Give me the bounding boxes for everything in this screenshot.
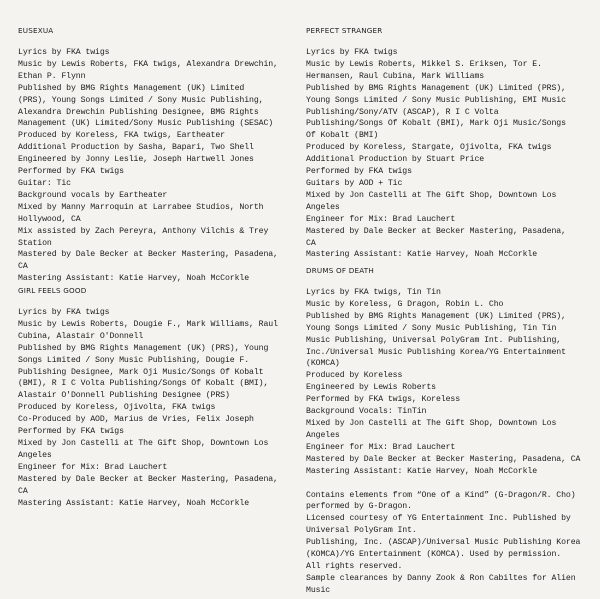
credit-line: Publishing Designee, Mark Oji Music/Songs Of Kobalt bbox=[18, 367, 264, 377]
credit-line: Publishing/Songs Of Kobalt (BMI), Mark Oji Music/Songs bbox=[306, 119, 566, 129]
song-credits-eusexua bbox=[18, 26, 304, 285]
credit-line: Publishing/Sony/ATV (ASCAP), R I C Volta bbox=[306, 107, 499, 117]
credit-line: Hollywood, CA bbox=[18, 214, 81, 224]
song-title: DRUMS OF DEATH bbox=[306, 266, 374, 275]
credit-list bbox=[306, 47, 592, 261]
credit-line: Produced by Koreless, Ojivolta, FKA twigs bbox=[18, 403, 216, 413]
credit-line: Angeles bbox=[306, 430, 340, 440]
credit-line: Hermansen, Raul Cubina, Mark Williams bbox=[306, 71, 485, 81]
credit-line: Mix assisted by Zach Pereyra, Anthony Vilchis & Trey bbox=[18, 226, 269, 236]
credit-line: Performed by FKA twigs bbox=[18, 167, 124, 177]
song-title: PERFECT STRANGER bbox=[306, 26, 383, 35]
credit-line: Mixed by Jon Castelli at The Gift Shop, Downtown Los bbox=[18, 438, 269, 448]
credit-line: Angeles bbox=[18, 450, 52, 460]
credit-line: Produced by Koreless, Stargate, Ojivolta, FKA twigs bbox=[306, 143, 552, 153]
credit-line: Published by BMG Rights Management (UK) Limited (PRS), bbox=[306, 311, 566, 321]
credit-line: Published by BMG Rights Management (UK) (PRS), Young bbox=[18, 343, 269, 353]
credit-list bbox=[18, 307, 304, 509]
credit-line: Background vocals by Eartheater bbox=[18, 190, 168, 200]
credit-line: Songs Limited / Sony Music Publishing, Dougie F. bbox=[18, 355, 250, 365]
credit-line: Young Songs Limited / Sony Music Publishing, EMI Music bbox=[306, 95, 566, 105]
sample-clearance-note bbox=[306, 490, 592, 597]
credit-line: Mastering Assistant: Katie Harvey, Noah McCorkle bbox=[18, 498, 250, 508]
credit-line: Angeles bbox=[306, 202, 340, 212]
credit-line: Additional Production by Stuart Price bbox=[306, 155, 485, 165]
credit-list bbox=[18, 47, 304, 285]
credit-line: Mastering Assistant: Katie Harvey, Noah McCorkle bbox=[18, 274, 250, 284]
credit-line: Produced by Koreless, FKA twigs, Eartheater bbox=[18, 131, 225, 141]
credit-line: Additional Production by Sasha, Bapari, Two Shell bbox=[18, 143, 254, 153]
credit-line: Lyrics by FKA twigs bbox=[18, 308, 110, 317]
credit-line: Licensed courtesy of YG Entertainment Inc. Published by bbox=[306, 514, 571, 524]
credit-line: Alastair O'Donnell Publishing Designee (PRS) bbox=[18, 391, 230, 401]
credit-line: Young Songs Limited / Sony Music Publishing, Tin Tin bbox=[306, 323, 557, 333]
song-title: GIRL FEELS GOOD bbox=[18, 286, 87, 295]
credit-line: Published by BMG Rights Management (UK) Limited (PRS), bbox=[306, 83, 566, 93]
song-credits-girl-feels-good bbox=[18, 286, 304, 509]
credit-line: Engineer for Mix: Brad Lauchert bbox=[18, 462, 168, 472]
credit-line: Mixed by Manny Marroquin at Larrabee Studios, North bbox=[18, 202, 264, 212]
credit-line: performed by G-Dragon. bbox=[306, 502, 412, 512]
song-title: EUSEXUA bbox=[18, 26, 54, 35]
credit-line: Of Kobalt (BMI) bbox=[306, 131, 379, 141]
credit-line: Mastered by Dale Becker at Becker Mastering, Pasadena, bbox=[306, 226, 566, 236]
credit-line: Station bbox=[18, 238, 52, 248]
credit-line: Universal PolyGram Int. bbox=[306, 526, 417, 536]
credit-line: (KOMCA)/YG Entertainment (KOMCA). Used by permission. bbox=[306, 550, 562, 560]
credit-line: All rights reserved. bbox=[306, 561, 403, 571]
credit-line: CA bbox=[18, 486, 28, 496]
song-credits-drums-of-death bbox=[306, 266, 592, 597]
credit-line: Mixed by Jon Castelli at The Gift Shop, Downtown Los bbox=[306, 190, 557, 200]
credit-line: Background Vocals: TinTin bbox=[306, 407, 427, 417]
credit-line: CA bbox=[18, 262, 28, 272]
credit-line: Guitars by AOD + Tic bbox=[306, 178, 403, 188]
credit-line: Music by Lewis Roberts, Dougie F., Mark Williams, Raul bbox=[18, 319, 278, 329]
credit-line: Cubina, Alastair O'Donnell bbox=[18, 331, 144, 341]
credit-line: Mastered by Dale Becker at Becker Mastering, Pasadena, bbox=[18, 474, 278, 484]
credit-line: Engineer for Mix: Brad Lauchert bbox=[306, 214, 456, 224]
credit-line: Music bbox=[306, 585, 331, 595]
credit-line: Music Publishing, Universal PolyGram Int. Publishing, bbox=[306, 335, 562, 345]
credit-line: Alexandra Drewchin Publishing Designee, BMG Rights bbox=[18, 107, 259, 117]
credit-line: CA bbox=[306, 238, 316, 248]
credit-line: Mixed by Jon Castelli at The Gift Shop, Downtown Los bbox=[306, 418, 557, 428]
credit-line: Mastering Assistant: Katie Harvey, Noah McCorkle bbox=[306, 250, 538, 260]
credit-list bbox=[306, 287, 592, 478]
credit-line: Sample clearances by Danny Zook & Ron Cabiltes for Alien bbox=[306, 573, 576, 583]
credit-line: Engineered by Jonny Leslie, Joseph Hartwell Jones bbox=[18, 155, 254, 165]
credit-line: Music by Lewis Roberts, FKA twigs, Alexandra Drewchin, bbox=[18, 59, 278, 69]
credit-line: Music by Lewis Roberts, Mikkel S. Eriksen, Tor E. bbox=[306, 59, 542, 69]
credit-line: Mastered by Dale Becker at Becker Mastering, Pasadena, bbox=[18, 250, 278, 260]
credit-line: Mastering Assistant: Katie Harvey, Noah McCorkle bbox=[306, 466, 538, 476]
credit-line: Mastered by Dale Becker at Becker Mastering, Pasadena, CA bbox=[306, 454, 581, 464]
credit-line: Lyrics by FKA twigs, Tin Tin bbox=[306, 288, 441, 297]
credit-line: (BMI), R I C Volta Publishing/Songs Of Kobalt (BMI), bbox=[18, 379, 269, 389]
credit-line: Lyrics by FKA twigs bbox=[306, 48, 398, 57]
credit-line: Ethan P. Flynn bbox=[18, 71, 86, 81]
credit-line: Music by Koreless, G Dragon, Robin L. Cho bbox=[306, 299, 504, 309]
credit-line: Performed by FKA twigs bbox=[306, 167, 412, 177]
song-credits-perfect-stranger bbox=[306, 26, 592, 261]
credit-line: Engineer for Mix: Brad Lauchert bbox=[306, 442, 456, 452]
credit-line: (KOMCA) bbox=[306, 359, 340, 369]
credit-line: Inc./Universal Music Publishing Korea/YG Entertainment bbox=[306, 347, 566, 357]
credit-line: Lyrics by FKA twigs bbox=[18, 48, 110, 57]
credit-line: Performed by FKA twigs bbox=[18, 427, 124, 437]
credit-line: Publishing, Inc. (ASCAP)/Universal Music Publishing Korea bbox=[306, 538, 581, 548]
credit-line: (PRS), Young Songs Limited / Sony Music Publishing, bbox=[18, 95, 264, 105]
credit-line: Management (UK) Limited/Sony Music Publishing (SESAC) bbox=[18, 119, 274, 129]
credit-line: Produced by Koreless bbox=[306, 371, 403, 381]
credit-line: Co-Produced by AOD, Marius de Vries, Felix Joseph bbox=[18, 415, 254, 425]
credit-line: Contains elements from “One of a Kind” (G-Dragon/R. Cho) bbox=[306, 490, 576, 500]
credit-line: Published by BMG Rights Management (UK) Limited bbox=[18, 83, 245, 93]
credit-line: Engineered by Lewis Roberts bbox=[306, 383, 436, 393]
credit-line: Guitar: Tic bbox=[18, 178, 71, 188]
credit-line: Performed by FKA twigs, Koreless bbox=[306, 395, 461, 405]
